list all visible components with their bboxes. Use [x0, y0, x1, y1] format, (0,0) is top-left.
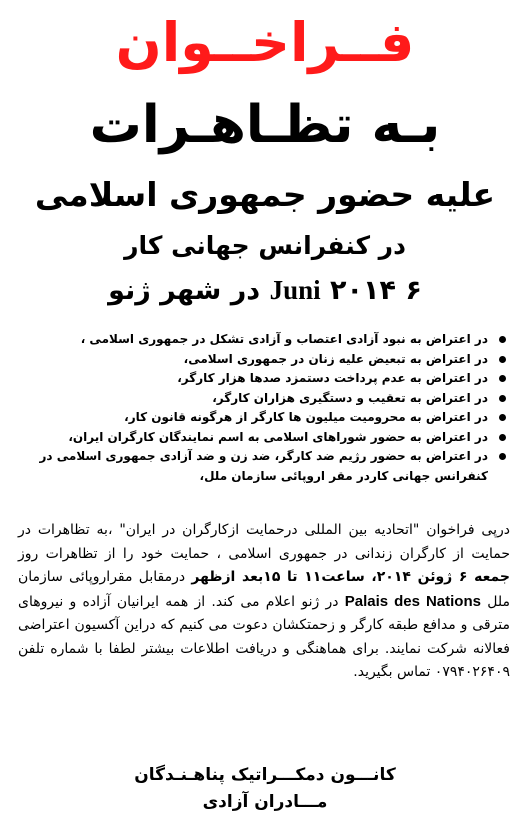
date-time: جمعه ۶ ژوئن ۲۰۱۴، ساعت۱۱ تا ۱۵بعد ازظهر — [191, 569, 510, 585]
venue-name: Palais des Nations — [344, 592, 481, 610]
against-subtitle: علیه حضور جمهوری اسلامی — [34, 175, 496, 214]
bullet-icon — [499, 375, 506, 382]
announcement-paragraph — [18, 519, 510, 685]
date-city-line — [0, 270, 530, 311]
bullet-icon — [499, 453, 506, 460]
bullet-icon — [499, 336, 506, 343]
bullet-icon — [499, 434, 506, 441]
paragraph-intro: درپی فراخوان "اتحادیه بین المللی درحمایت ازکارگران در ایران" ،به تظاهرات در حمایت از کارگران زندانی در جمهوری اسلامی ، حمایت خود را از تظاهرات روز — [18, 522, 510, 562]
date-day: ۶ — [405, 275, 422, 306]
paragraph-location: درمقابل مقراروپائی سازمان ملل — [18, 569, 511, 610]
list-item: در اعتراض به نبود آزادی اعتصاب و آزادی تشکل در جمهوری اسلامی ، — [20, 330, 508, 350]
list-item: در اعتراض به حضور شوراهای اسلامی به اسم نمایندگان کارگران ایران، — [20, 428, 508, 448]
organization-name: کانـــون دمکـــراتیک پناهـنـدگان — [134, 765, 396, 785]
list-item: در اعتراض به تعقیب و دستگیری هزاران کارگر، — [20, 389, 508, 409]
list-item: در اعتراض به حضور رژیم ضد کارگر، ضد زن و ضد آزادی جمهوری اسلامی در کنفرانس جهانی کاردر مقر اروپائی سازمان ملل، — [20, 447, 508, 486]
protest-list — [20, 330, 508, 486]
list-item: در اعتراض به تبعیض علیه زنان در جمهوری اسلامی، — [20, 350, 508, 370]
list-item: در اعتراض به عدم پرداخت دستمزد صدها هزار کارگر، — [20, 369, 508, 389]
date-rest: ۲۰۱۴ در شهر ژنو — [108, 275, 396, 306]
signature — [0, 762, 530, 816]
list-item: در اعتراض به محرومیت میلیون ها کارگر از هرگونه قانون کار، — [20, 408, 508, 428]
organization-name-2: مـــادران آزادی — [202, 792, 328, 812]
paragraph-invitation: در ژنو اعلام می کند. از همه ایرانیان آزاده و نیروهای مترقی و مدافع طبقه کارگر و زحمتکشان دعوت می کنیم که دراین آکسیون اعتراضی فعالانه شرکت نمایند. برای هماهنگی و دریافت اطلاعات بیشتر لطفا با شماره تلفن ۰۷۹۴۰۲۶۴۰۹ تماس بگیرید. — [18, 593, 510, 680]
bullet-icon — [499, 414, 506, 421]
demonstration-title: بـه تظـاهـرات — [89, 95, 441, 155]
conference-line: در کنفرانس جهانی کار — [124, 231, 406, 260]
bullet-icon — [499, 356, 506, 363]
date-month: Juni — [269, 275, 321, 305]
call-title: فــراخــوان — [115, 11, 415, 74]
bullet-icon — [499, 395, 506, 402]
